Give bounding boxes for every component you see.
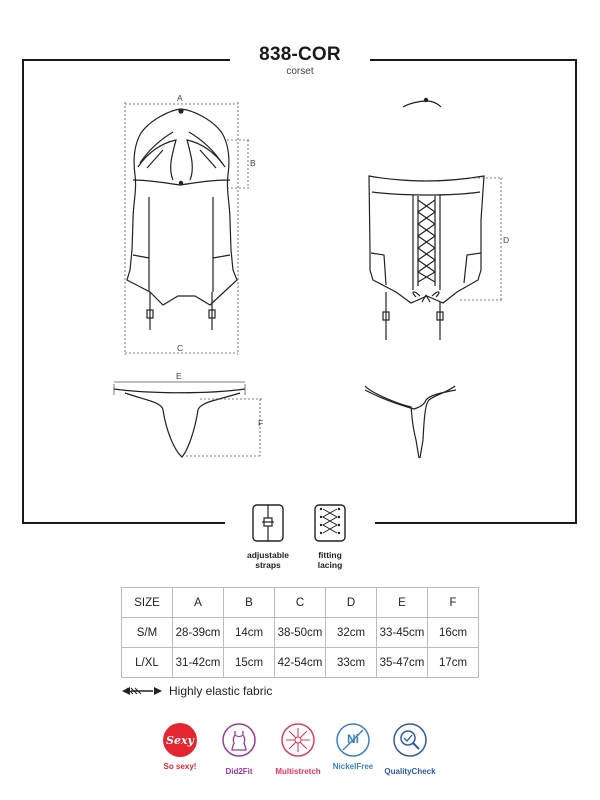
dim-d-label: D (503, 235, 510, 245)
nickel-free-icon (336, 723, 370, 757)
dim-f-label: F (258, 418, 264, 428)
table-cell: 17cm (428, 648, 479, 678)
feature-label-line2: straps (255, 560, 281, 570)
table-cell: 14cm (224, 618, 275, 648)
front-thong-drawing (114, 382, 245, 457)
size-table (121, 587, 479, 678)
table-cell: 16cm (428, 618, 479, 648)
dim-c-label: C (177, 343, 184, 353)
feature-label-line1: adjustable (246, 550, 290, 560)
table-row (122, 648, 479, 678)
table-cell: SIZE (122, 588, 173, 618)
fitting-lacing-icon (313, 503, 347, 543)
table-cell: C (275, 588, 326, 618)
badge-label: Multistretch (275, 767, 321, 776)
quality-check-icon (393, 723, 427, 757)
table-cell: 15cm (224, 648, 275, 678)
dim-b-label: B (250, 158, 256, 168)
table-cell: F (428, 588, 479, 618)
sexy-icon-text: Sexy (166, 733, 194, 747)
badge-label: Did2Fit (225, 767, 253, 776)
feature-fitting-lacing (290, 503, 370, 570)
table-cell: 42-54cm (275, 648, 326, 678)
fabric-note-text: Highly elastic fabric (169, 684, 273, 698)
table-cell: 38-50cm (275, 618, 326, 648)
dress-icon (222, 723, 256, 757)
table-row (122, 618, 479, 648)
sexy-icon (163, 723, 197, 757)
table-header-row (122, 588, 479, 618)
table-cell: 33cm (326, 648, 377, 678)
table-cell: B (224, 588, 275, 618)
product-type: corset (286, 66, 314, 77)
feature-label-line2: lacing (317, 560, 343, 570)
table-cell: 35-47cm (377, 648, 428, 678)
badge-label: So sexy! (163, 762, 197, 771)
elastic-arrows-icon (121, 686, 163, 696)
product-code: 838-COR (259, 44, 341, 65)
stretch-icon (281, 723, 315, 757)
feature-label-line1: fitting (318, 550, 342, 560)
table-cell: 33-45cm (377, 618, 428, 648)
badge-label: NickelFree (332, 762, 374, 771)
table-cell: E (377, 588, 428, 618)
table-cell: S/M (122, 618, 173, 648)
table-cell: 31-42cm (173, 648, 224, 678)
back-corset-drawing (369, 98, 484, 340)
badge-qualitycheck (375, 723, 445, 777)
nickel-free-icon-text: Ni (347, 732, 359, 746)
dim-a-label: A (177, 93, 183, 103)
back-thong-drawing (365, 386, 456, 458)
table-cell: L/XL (122, 648, 173, 678)
front-corset-drawing (127, 109, 237, 330)
table-cell: 32cm (326, 618, 377, 648)
fabric-note (121, 684, 272, 698)
badge-label: QualityCheck (384, 767, 436, 776)
table-cell: D (326, 588, 377, 618)
dim-e-label: E (176, 371, 182, 381)
table-cell: 28-39cm (173, 618, 224, 648)
adjustable-straps-icon (251, 503, 285, 543)
thong-dimensions (186, 399, 262, 456)
table-cell: A (173, 588, 224, 618)
